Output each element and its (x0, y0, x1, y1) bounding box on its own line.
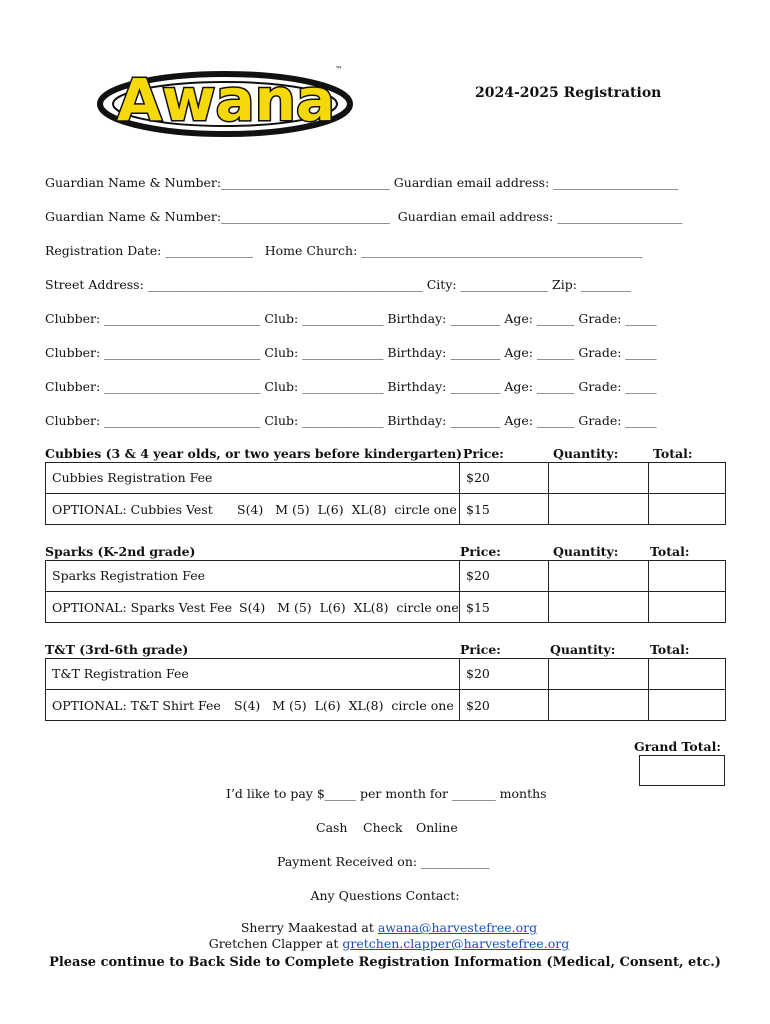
logo-wordmark: Awana (117, 66, 336, 134)
logo-trademark: ™ (335, 65, 343, 74)
clubber-3-line[interactable]: Clubber: _________________________ Club: _____________ Birthday: ________ Age: ______ Grade: _____ (45, 379, 657, 394)
awana-logo (95, 42, 355, 147)
sparks-price-header: Price: (460, 544, 501, 559)
page-title: 2024-2025 Registration (475, 85, 662, 101)
payment-plan-line[interactable]: I’d like to pay $_____ per month for _______ months (226, 786, 547, 801)
street-address-line[interactable]: Street Address: ____________________________________________ City: ______________ Zip: ________ (45, 277, 631, 292)
contacts-heading: Any Questions Contact: (310, 888, 460, 903)
row-divider (45, 493, 726, 494)
col-divider (648, 658, 649, 721)
table-row-price: $20 (466, 666, 490, 681)
tt-quantity-header: Quantity: (550, 642, 616, 657)
payment-method-cash[interactable]: Cash (316, 820, 348, 835)
size-options[interactable]: S(4) M (5) L(6) XL(8) circle one (237, 502, 457, 517)
contact-name: Sherry Maakestad at (240, 920, 378, 935)
contact-email-link[interactable]: awana@harvestefree.org (377, 920, 538, 935)
clubber-1-line[interactable]: Clubber: _________________________ Club: _____________ Birthday: ________ Age: ______ Grade: _____ (45, 311, 657, 326)
cubbies-quantity-header: Quantity: (553, 446, 619, 461)
col-divider (548, 658, 549, 721)
table-row-price: $15 (466, 502, 490, 517)
size-options[interactable]: S(4) M (5) L(6) XL(8) circle one (234, 698, 454, 713)
col-divider (548, 560, 549, 623)
cubbies-heading: Cubbies (3 & 4 year olds, or two years before kindergarten) (45, 446, 463, 461)
row-divider (45, 591, 726, 592)
col-divider (548, 462, 549, 525)
contact-name: Gretchen Clapper at (208, 936, 343, 951)
size-options[interactable]: S(4) M (5) L(6) XL(8) circle one (239, 600, 459, 615)
table-row-price: $20 (466, 470, 490, 485)
clubber-4-line[interactable]: Clubber: _________________________ Club: _____________ Birthday: ________ Age: ______ Grade: _____ (45, 413, 657, 428)
footer-note: Please continue to Back Side to Complete Registration Information (Medical, Consent, etc.) (49, 955, 721, 970)
table-row-item: OPTIONAL: T&T Shirt Fee (52, 698, 221, 713)
tt-price-header: Price: (460, 642, 501, 657)
contact-email-link[interactable]: gretchen.clapper@harvestefree.org (342, 936, 570, 951)
contact-line-2 (0, 921, 770, 951)
col-divider (648, 462, 649, 525)
grand-total-label: Grand Total: (634, 739, 721, 754)
table-row-item: T&T Registration Fee (52, 666, 189, 681)
tt-heading: T&T (3rd-6th grade) (45, 642, 189, 657)
cubbies-total-header: Total: (653, 446, 693, 461)
col-divider (459, 658, 460, 721)
grand-total-box[interactable] (639, 755, 725, 786)
row-divider (45, 689, 726, 690)
guardian-1-line[interactable]: Guardian Name & Number:___________________________ Guardian email address: ____________________ (45, 175, 679, 190)
col-divider (459, 560, 460, 623)
col-divider (648, 560, 649, 623)
clubber-2-line[interactable]: Clubber: _________________________ Club: _____________ Birthday: ________ Age: ______ Grade: _____ (45, 345, 657, 360)
table-row-price: $20 (466, 568, 490, 583)
table-row-item: OPTIONAL: Sparks Vest Fee (52, 600, 233, 615)
sparks-heading: Sparks (K-2nd grade) (45, 544, 196, 559)
table-row-item: Sparks Registration Fee (52, 568, 205, 583)
table-row-price: $15 (466, 600, 490, 615)
awana-logo-graphic (95, 42, 355, 147)
table-row-item: OPTIONAL: Cubbies Vest (52, 502, 213, 517)
cubbies-price-header: Price: (463, 446, 504, 461)
payment-received-line[interactable]: Payment Received on: ___________ (277, 854, 490, 869)
table-row-item: Cubbies Registration Fee (52, 470, 213, 485)
payment-method-online[interactable]: Online (416, 820, 458, 835)
registration-date-line[interactable]: Registration Date: ______________ Home Church: _____________________________________________ (45, 243, 643, 258)
sparks-total-header: Total: (650, 544, 690, 559)
sparks-quantity-header: Quantity: (553, 544, 619, 559)
payment-method-check[interactable]: Check (363, 820, 403, 835)
tt-total-header: Total: (650, 642, 690, 657)
guardian-2-line[interactable]: Guardian Name & Number:___________________________ Guardian email address: ____________________ (45, 209, 683, 224)
table-row-price: $20 (466, 698, 490, 713)
col-divider (459, 462, 460, 525)
